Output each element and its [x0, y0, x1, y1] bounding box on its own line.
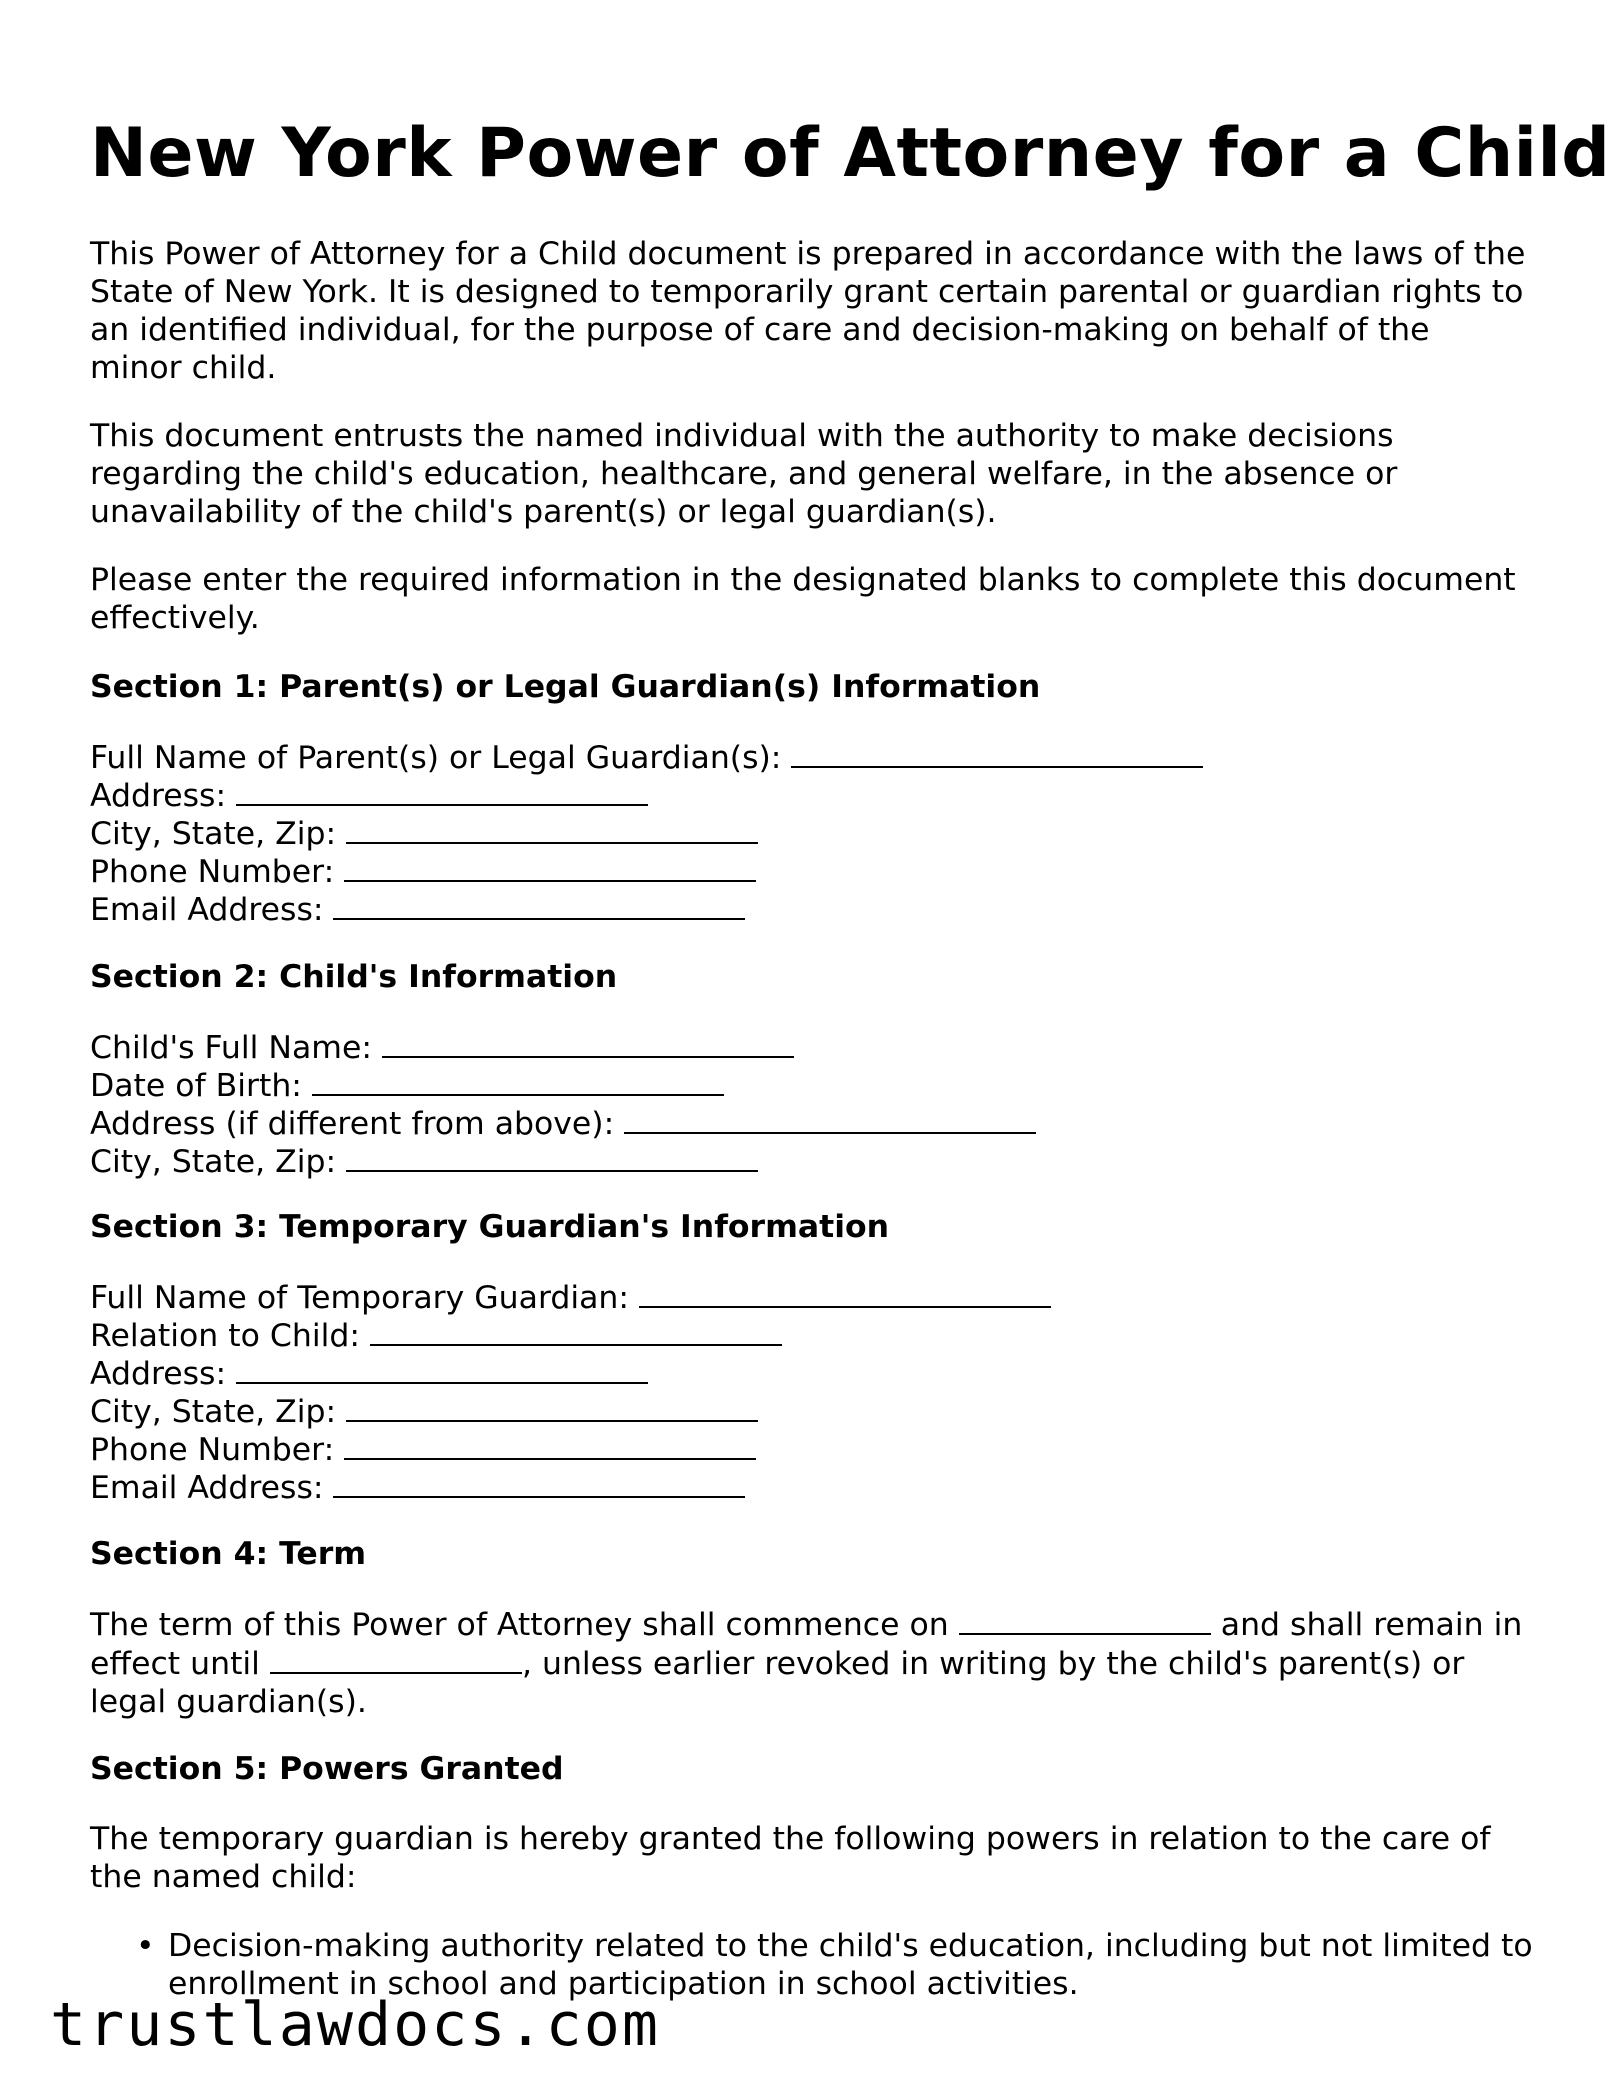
field-label: Phone Number:: [90, 854, 335, 890]
section-2-fields: [90, 1028, 1036, 1180]
form-field: [90, 1354, 1051, 1392]
section-5-title: Section 5: Powers Granted: [90, 1751, 564, 1787]
power-item-text: Decision-making authority related to the child's education, including but not limited to enrollment in school and participation in school activities.: [168, 1928, 1533, 2002]
document-title: New York Power of Attorney for a Child: [90, 114, 1611, 193]
term-text-b: and shall remain in effect until: [90, 1607, 1523, 1682]
powers-intro: The temporary guardian is hereby granted the following powers in relation to the care of the named child:: [90, 1821, 1491, 1895]
form-field: [90, 1392, 1051, 1430]
form-field: [90, 1104, 1036, 1142]
term-text-a: The term of this Power of Attorney shall commence on: [90, 1607, 949, 1643]
fill-in-blank[interactable]: [382, 1028, 794, 1058]
fill-in-blank[interactable]: [333, 1468, 745, 1498]
fill-in-blank[interactable]: [236, 1354, 648, 1384]
bullet-icon: •: [136, 1928, 155, 1964]
fill-in-blank[interactable]: [312, 1066, 724, 1096]
form-field: [90, 1430, 1051, 1468]
form-field: [90, 1066, 1036, 1104]
field-label: Email Address:: [90, 892, 324, 928]
form-field: [90, 1316, 1051, 1354]
form-field: [90, 890, 1203, 928]
form-field: [90, 852, 1203, 890]
field-label: Full Name of Parent(s) or Legal Guardian(s):: [90, 740, 782, 776]
form-field: [90, 1468, 1051, 1506]
intro-paragraph-1: This Power of Attorney for a Child document is prepared in accordance with the laws of the State of New York. It is designed to temporarily grant certain parental or guardian rights to an identified individual, for the purpose of care and decision-making on behalf of the minor child.: [90, 236, 1526, 386]
fill-in-blank[interactable]: [791, 738, 1203, 768]
term-text-c: , unless earlier revoked in writing by the child's parent(s) or legal guardian(s).: [90, 1646, 1465, 1720]
field-label: Email Address:: [90, 1470, 324, 1506]
field-label: Relation to Child:: [90, 1318, 360, 1354]
fill-in-blank[interactable]: [333, 890, 745, 920]
fill-in-blank[interactable]: [346, 814, 758, 844]
form-field: [90, 1278, 1051, 1316]
field-label: Date of Birth:: [90, 1068, 302, 1104]
field-label: City, State, Zip:: [90, 1394, 337, 1430]
form-field: [90, 738, 1203, 776]
field-label: City, State, Zip:: [90, 816, 337, 852]
fill-in-blank[interactable]: [344, 852, 756, 882]
section-1-fields: [90, 738, 1203, 928]
field-label: Address:: [90, 778, 227, 814]
field-label: Phone Number:: [90, 1432, 335, 1468]
form-field: [90, 814, 1203, 852]
field-label: Child's Full Name:: [90, 1030, 372, 1066]
field-label: City, State, Zip:: [90, 1144, 337, 1180]
fill-in-blank[interactable]: [624, 1104, 1036, 1134]
end-date-blank[interactable]: [270, 1644, 522, 1674]
fill-in-blank[interactable]: [370, 1316, 782, 1346]
fill-in-blank[interactable]: [639, 1278, 1051, 1308]
section-3-fields: [90, 1278, 1051, 1506]
watermark-logo: trustlawdocs.com: [50, 1990, 660, 2060]
fill-in-blank[interactable]: [346, 1142, 758, 1172]
field-label: Address (if different from above):: [90, 1106, 615, 1142]
fill-in-blank[interactable]: [344, 1430, 756, 1460]
fill-in-blank[interactable]: [346, 1392, 758, 1422]
form-field: [90, 1142, 1036, 1180]
section-3-title: Section 3: Temporary Guardian's Information: [90, 1209, 890, 1245]
intro-paragraph-3: Please enter the required information in the designated blanks to complete this document effectively.: [90, 562, 1516, 636]
form-field: [90, 1028, 1036, 1066]
term-paragraph: [90, 1605, 1530, 1721]
section-4-title: Section 4: Term: [90, 1536, 367, 1572]
section-2-title: Section 2: Child's Information: [90, 959, 618, 995]
intro-paragraph-2: This document entrusts the named individual with the authority to make decisions regarding the child's education, healthcare, and general welfare, in the absence or unavailability of the child's parent(s) or legal guardian(s).: [90, 418, 1398, 530]
start-date-blank[interactable]: [959, 1605, 1211, 1635]
section-1-title: Section 1: Parent(s) or Legal Guardian(s) Information: [90, 669, 1041, 705]
field-label: Address:: [90, 1356, 227, 1392]
fill-in-blank[interactable]: [236, 776, 648, 806]
field-label: Full Name of Temporary Guardian:: [90, 1280, 629, 1316]
form-field: [90, 776, 1203, 814]
